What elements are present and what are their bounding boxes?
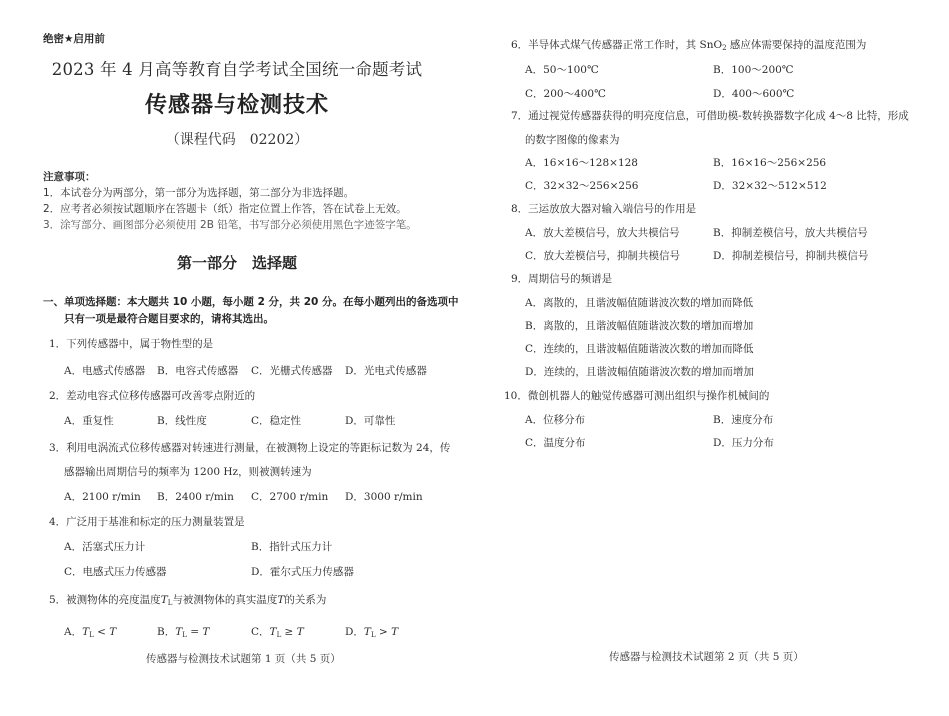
variable-t: T — [175, 626, 183, 638]
exam-page-2 — [474, 0, 949, 716]
question-6-stem-text-2: 感应体需要保持的温度范围为 — [726, 39, 867, 51]
question-4-option-d: D．霍尔式压力传感器 — [251, 566, 354, 578]
question-7-option-b: B．16×16～256×256 — [713, 157, 827, 169]
part-title: 第一部分 选择题 — [176, 254, 297, 272]
question-7-stem-line2: 的数字图像的像素为 — [525, 134, 620, 146]
variable-t: T — [269, 626, 277, 638]
option-letter: B． — [157, 626, 176, 638]
question-3-option-b: B．2400 r/min — [157, 491, 234, 503]
section-heading-line2: 只有一项是最符合题目要求的，请将其选出。 — [64, 313, 274, 325]
subscript-l: L — [182, 631, 187, 639]
question-1-option-b: B．电容式传感器 — [157, 365, 239, 377]
question-1-option-a: A．电感式传感器 — [64, 365, 146, 377]
question-5-stem-text-1: 5．被测物体的亮度温度 — [49, 594, 161, 606]
option-letter: D． — [345, 626, 364, 638]
question-10-option-a: A．位移分布 — [525, 414, 586, 426]
notice-item-3: 3．涂写部分、画图部分必须使用 2B 铅笔，书写部分必须使用黑色字迹签字笔。 — [43, 219, 417, 231]
question-7-option-d: D．32×32～512×512 — [713, 180, 827, 192]
question-6-option-d: D．400～600℃ — [713, 88, 795, 100]
question-3-stem-line2: 感器输出周期信号的频率为 1200 Hz，则被测转速为 — [64, 466, 312, 478]
subject-title: 传感器与检测技术 — [144, 93, 329, 118]
variable-t: T — [82, 626, 90, 638]
question-7-option-a: A．16×16～128×128 — [525, 157, 638, 169]
question-8-option-c: C．放大差模信号，抑制共模信号 — [525, 250, 681, 262]
question-7-option-c: C．32×32～256×256 — [525, 180, 639, 192]
question-9-option-d: D．连续的，且谐波幅值随谐波次数的增加而增加 — [525, 366, 754, 378]
page-footer-1: 传感器与检测技术试题第 1 页（共 5 页） — [146, 653, 341, 665]
section-heading-line1: 一、单项选择题：本大题共 10 小题，每小题 2 分，共 20 分。在每小题列出的备选项中 — [43, 296, 459, 308]
question-9-option-c: C．连续的，且谐波幅值随谐波次数的增加而降低 — [525, 343, 754, 355]
relation: ≥ T — [281, 626, 304, 638]
question-10-option-b: B．速度分布 — [713, 414, 774, 426]
question-5-stem-text-3: 的关系为 — [284, 594, 327, 606]
question-5-option-a — [64, 624, 116, 639]
question-10-option-d: D．压力分布 — [713, 437, 774, 449]
option-letter: A． — [64, 626, 83, 638]
course-code: （课程代码 02202） — [165, 132, 309, 148]
variable-t: T — [160, 594, 168, 606]
question-4-option-a: A．活塞式压力计 — [64, 541, 146, 553]
notice-heading: 注意事项： — [43, 171, 96, 183]
question-8-option-a: A．放大差模信号，放大共模信号 — [525, 227, 680, 239]
subscript-l: L — [276, 631, 282, 639]
question-2-option-c: C．稳定性 — [251, 415, 302, 427]
question-6-stem — [511, 37, 866, 52]
secret-label: 绝密★启用前 — [43, 33, 105, 45]
question-8-stem: 8．三运放放大器对输入端信号的作用是 — [511, 203, 697, 215]
question-4-stem: 4．广泛用于基准和标定的压力测量装置是 — [49, 516, 245, 528]
question-3-option-c: C．2700 r/min — [251, 491, 329, 503]
question-7-stem-line1: 7．通过视觉传感器获得的明亮度信息，可借助模-数转换器数字化成 4～8 比特，形成 — [511, 110, 909, 122]
question-2-option-b: B．线性度 — [157, 415, 207, 427]
question-9-option-b: B．离散的，且谐波幅值随谐波次数的增加而增加 — [525, 320, 754, 332]
question-6-option-b: B．100～200℃ — [713, 64, 794, 76]
subscript-l: L — [167, 599, 173, 607]
question-5-option-b — [157, 624, 209, 639]
question-6-stem-text-1: 6．半导体式煤气传感器正常工作时，其 SnO — [511, 39, 723, 51]
relation: > T — [375, 626, 399, 638]
exam-title: 2023 年 4 月高等教育自学考试全国统一命题考试 — [51, 60, 423, 79]
question-4-option-b: B．指针式压力计 — [251, 541, 333, 553]
question-8-option-d: D．抑制差模信号，抑制共模信号 — [713, 250, 869, 262]
question-3-option-a: A．2100 r/min — [64, 491, 141, 503]
question-3-option-d: D．3000 r/min — [345, 491, 423, 503]
question-9-stem: 9．周期信号的频谱是 — [511, 273, 613, 285]
question-1-option-c: C．光栅式传感器 — [251, 365, 333, 377]
question-8-option-b: B．抑制差模信号，放大共模信号 — [713, 227, 868, 239]
question-9-option-a: A．离散的，且谐波幅值随谐波次数的增加而降低 — [525, 297, 754, 309]
variable-t: T — [277, 594, 285, 606]
question-5-stem-text-2: 与被测物体的真实温度 — [172, 594, 278, 606]
variable-t: T — [363, 626, 371, 638]
question-10-stem: 10．微创机器人的触觉传感器可测出组织与操作机械间的 — [504, 390, 770, 402]
question-1-option-d: D．光电式传感器 — [345, 365, 427, 377]
question-6-option-c: C．200～400℃ — [525, 88, 606, 100]
relation: = T — [186, 626, 210, 638]
option-letter: C． — [251, 626, 270, 638]
notice-item-2: 2．应考者必须按试题顺序在答题卡（纸）指定位置上作答，答在试卷上无效。 — [43, 203, 407, 215]
question-2-stem: 2．差动电容式位移传感器可改善零点附近的 — [49, 390, 256, 402]
question-5-stem — [49, 592, 326, 607]
page-footer-2: 传感器与检测技术试题第 2 页（共 5 页） — [609, 651, 804, 663]
exam-page-1 — [0, 0, 474, 716]
question-6-option-a: A．50～100℃ — [525, 64, 599, 76]
question-2-option-a: A．重复性 — [64, 415, 114, 427]
notice-item-1: 1．本试卷分为两部分，第一部分为选择题，第二部分为非选择题。 — [43, 187, 355, 199]
question-5-option-c — [251, 624, 304, 639]
question-3-stem-line1: 3．利用电涡流式位移传感器对转速进行测量，在被测物上设定的等距标记数为 24，传 — [49, 442, 451, 454]
question-1-stem: 1．下列传感器中，属于物性型的是 — [49, 338, 214, 350]
relation: < T — [93, 626, 117, 638]
subscript-l: L — [89, 631, 94, 639]
subscript-2: 2 — [722, 44, 727, 52]
question-4-option-c: C．电感式压力传感器 — [64, 566, 167, 578]
question-10-option-c: C．温度分布 — [525, 437, 586, 449]
question-2-option-d: D．可靠性 — [345, 415, 396, 427]
subscript-l: L — [370, 631, 376, 639]
question-5-option-d — [345, 624, 398, 639]
